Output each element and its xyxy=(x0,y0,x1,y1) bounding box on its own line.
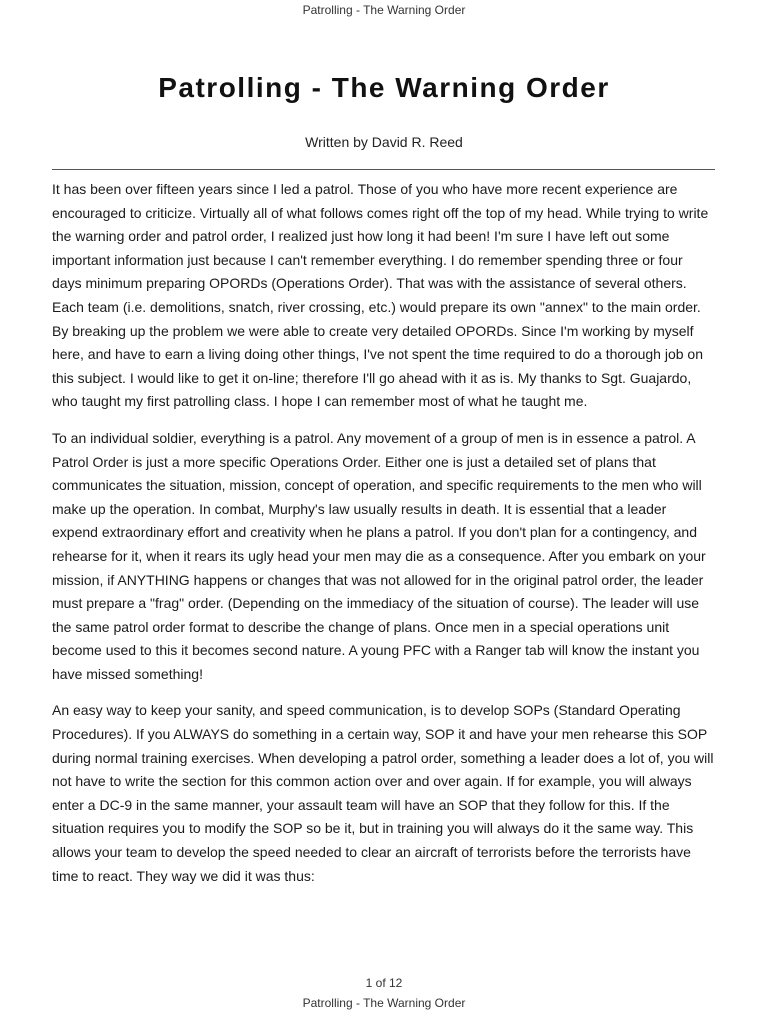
document-title: Patrolling - The Warning Order xyxy=(158,72,610,103)
running-header: Patrolling - The Warning Order xyxy=(302,3,466,17)
body-paragraph-3: An easy way to keep your sanity, and speed communication, is to develop SOPs (Standard Operating Procedures). If you ALWAYS do something in a certain way, SOP it and have your men rehearse this SOP during normal training exercises. When developing a patrol order, something a leader does a lot of, you will not have to write the section for this common action over and over again. If for example, you will always enter a DC-9 in the same manner, your assault team will have an SOP that they follow for this. If the situation requires you to modify the SOP so be it, but in training you will always do it the same way. This allows your team to develop the speed needed to clear an aircraft of terrorists before the terrorists have time to react. They way we did it was thus: xyxy=(52,702,714,884)
author-byline: Written by David R. Reed xyxy=(305,134,463,150)
page-number: 1 of 12 xyxy=(365,976,403,990)
body-paragraph-2: To an individual soldier, everything is a patrol. Any movement of a group of men is in essence a patrol. A Patrol Order is just a more specific Operations Order. Either one is just a detailed set of plans that communicates the situation, mission, concept of operation, and specific requirements to the men who will make up the operation. In combat, Murphy's law usually results in death. It is essential that a leader expend extraordinary effort and creativity when he plans a patrol. If you don't plan for a contingency, and rehearse for it, when it rears its ugly head your men may die as a consequence. After you embark on your mission, if ANYTHING happens or changes that was not allowed for in the original patrol order, the leader must prepare a "frag" order. (Depending on the immediacy of the situation of course). The leader will use the same patrol order format to describe the change of plans. Once men in a special operations unit become used to this it becomes second nature. A young PFC with a Ranger tab will know the instant you have missed something! xyxy=(52,429,706,682)
body-paragraph-1: It has been over fifteen years since I led a patrol. Those of you who have more recent experience are encouraged to criticize. Virtually all of what follows comes right off the top of my head. While trying to write the warning order and patrol order, I realized just how long it had been! I'm sure I have left out some important information just because I can't remember everything. I do remember spending three or four days minimum preparing OPORDs (Operations Order). That was with the assistance of several others. Each team (i.e. demolitions, snatch, river crossing, etc.) would prepare its own "annex" to the main order. By breaking up the problem we were able to create very detailed OPORDs. Since I'm working by myself here, and have to earn a living doing other things, I've not spent the time required to do a thorough job on this subject. I would like to get it on-line; therefore I'll go ahead with it as is. My thanks to Sgt. Guajardo, who taught my first patrolling class. I hope I can remember most of what he taught me. xyxy=(52,181,709,410)
title-divider xyxy=(52,169,715,170)
running-footer: Patrolling - The Warning Order xyxy=(302,996,466,1010)
document-body xyxy=(52,178,716,901)
